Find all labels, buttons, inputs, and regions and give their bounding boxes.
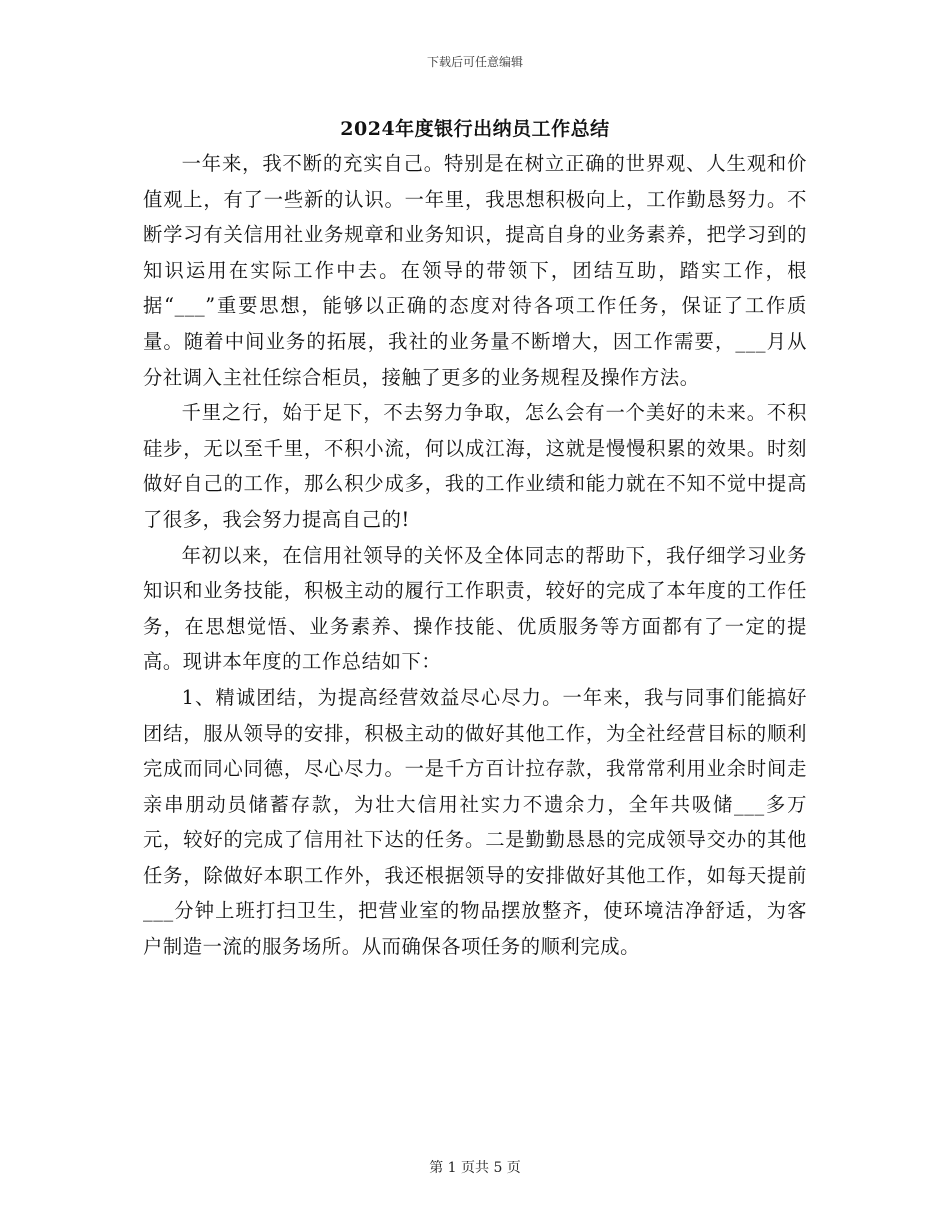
paragraph: 年初以来，在信用社领导的关怀及全体同志的帮助下，我仔细学习业务知识和业务技能，积极主动的履行工作职责，较好的完成了本年度的工作任务，在思想觉悟、业务素养、操作技能、优质服务等方面都有了一定的提高。现讲本年度的工作总结如下： — [143, 543, 807, 674]
paragraph: 一年来，我不断的充实自己。特别是在树立正确的世界观、人生观和价值观上，有了一些新的认识。一年里，我思想积极向上，工作勤恳努力。不断学习有关信用社业务规章和业务知识，提高自身的业务素养，把学习到的知识运用在实际工作中去。在领导的带领下，团结互助，踏实工作，根据“___”重要思想，能够以正确的态度对待各项工作任务，保证了工作质量。随着中间业务的拓展，我社的业务量不断增大，因工作需要，___月从分社调入主社任综合柜员，接触了更多的业务规程及操作方法。 — [143, 152, 807, 389]
paragraph: 1、精诚团结，为提高经营效益尽心尽力。一年来，我与同事们能搞好团结，服从领导的安排，积极主动的做好其他工作，为全社经营目标的顺利完成而同心同德，尽心尽力。一是千方百计拉存款，我常常利用业余时间走亲串朋动员储蓄存款，为壮大信用社实力不遗余力，全年共吸储___多万元，较好的完成了信用社下达的任务。二是勤勤恳恳的完成领导交办的其他任务，除做好本职工作外，我还根据领导的安排做好其他工作，如每天提前___分钟上班打扫卫生，把营业室的物品摆放整齐，使环境洁净舒适，为客户制造一流的服务场所。从而确保各项任务的顺利完成。 — [143, 685, 807, 959]
header-note: 下载后可任意编辑 — [426, 55, 523, 69]
document-body — [143, 146, 807, 965]
document-title: 2024年度银行出纳员工作总结 — [340, 118, 610, 140]
paragraph: 千里之行，始于足下，不去努力争取，怎么会有一个美好的未来。不积硅步，无以至千里，不积小流，何以成江海，这就是慢慢积累的效果。时刻做好自己的工作，那么积少成多，我的工作业绩和能力就在不知不觉中提高了很多，我会努力提高自己的! — [143, 401, 807, 531]
page-footer: 第 1 页共 5 页 — [429, 1160, 521, 1176]
